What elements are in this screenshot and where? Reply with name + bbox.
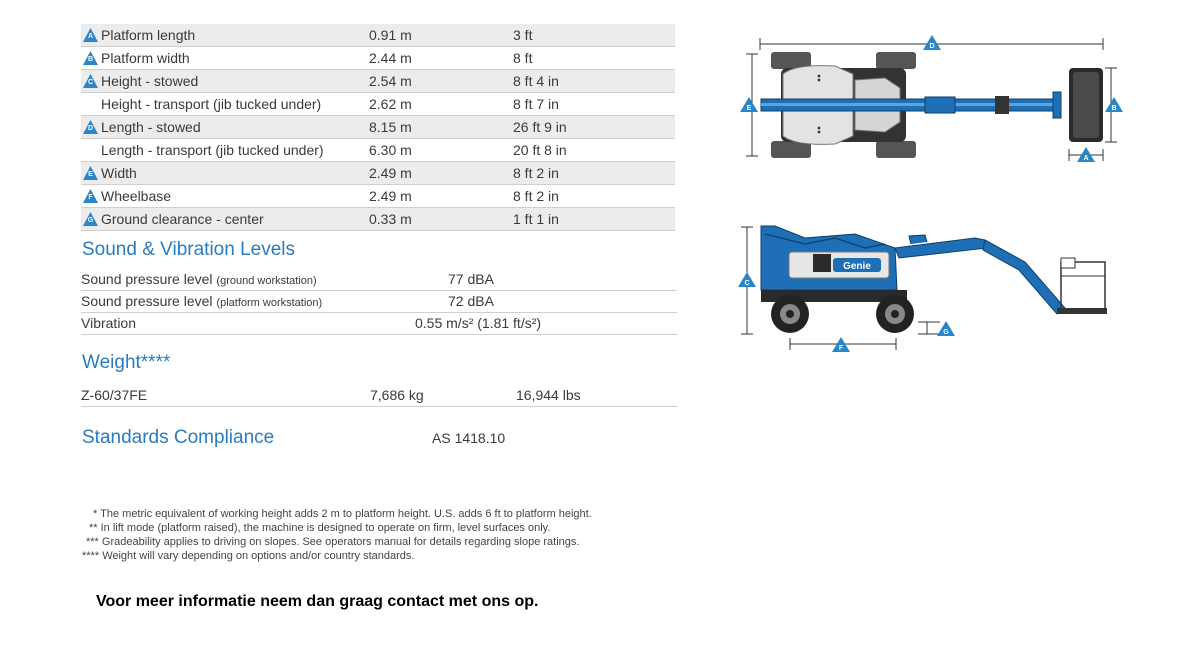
svg-text:E: E xyxy=(746,105,752,112)
sound-qualifier: (ground workstation) xyxy=(216,275,317,287)
dimension-label: Wheelbase xyxy=(101,188,172,204)
svg-text:B: B xyxy=(1111,105,1117,112)
vibration-row xyxy=(81,312,677,335)
dimension-label: Platform length xyxy=(101,27,196,43)
marker-letter: E xyxy=(88,171,93,178)
marker-e-icon xyxy=(740,97,758,112)
sound-qualifier: (platform workstation) xyxy=(216,297,323,309)
dimension-row xyxy=(81,24,675,47)
contact-text: Voor meer informatie neem dan graag contact met ons op. xyxy=(96,593,539,610)
dimension-imperial: 8 ft 2 in xyxy=(513,188,559,204)
dimension-marker-icon xyxy=(83,212,98,226)
weight-section-title: Weight**** xyxy=(82,352,171,373)
sound-value: 77 dBA xyxy=(448,271,494,287)
dimension-metric: 2.44 m xyxy=(369,50,412,66)
dimension-row xyxy=(81,47,675,70)
dimension-metric: 2.54 m xyxy=(369,73,412,89)
marker-letter: D xyxy=(87,125,94,132)
dimension-imperial: 3 ft xyxy=(513,27,533,43)
dimension-row xyxy=(81,70,675,93)
svg-text:A: A xyxy=(1083,155,1089,162)
dimension-label: Platform width xyxy=(101,50,190,66)
sound-row xyxy=(81,290,677,313)
weight-imperial: 16,944 lbs xyxy=(516,387,581,403)
dimension-metric: 8.15 m xyxy=(369,119,412,135)
sound-section-title: Sound & Vibration Levels xyxy=(82,239,296,260)
dimension-marker-icon xyxy=(83,166,98,180)
weight-metric: 7,686 kg xyxy=(370,387,424,403)
dimension-row xyxy=(81,93,675,116)
dimension-imperial: 8 ft xyxy=(513,50,533,66)
svg-text:F: F xyxy=(838,345,844,352)
dimension-metric: 2.62 m xyxy=(369,96,412,112)
dimension-imperial: 8 ft 7 in xyxy=(513,96,559,112)
dimension-row xyxy=(81,139,675,162)
dimension-marker-icon xyxy=(83,120,98,134)
footnote: * The metric equivalent of working height adds 2 m to platform height. U.S. adds 6 ft to platform height. xyxy=(93,508,592,520)
dimension-metric: 2.49 m xyxy=(369,165,412,181)
dimension-metric: 0.33 m xyxy=(369,211,412,227)
dimension-label: Length - transport (jib tucked under) xyxy=(101,142,324,158)
marker-letter: G xyxy=(87,217,94,224)
dimension-row xyxy=(81,162,675,185)
marker-letter: B xyxy=(87,56,94,63)
dimension-marker-icon xyxy=(83,51,98,65)
dimension-label: Length - stowed xyxy=(101,119,201,135)
dimension-metric: 2.49 m xyxy=(369,188,412,204)
svg-text:G: G xyxy=(943,329,949,336)
dimensions-table xyxy=(81,24,675,231)
sound-label: Sound pressure level xyxy=(81,271,213,287)
standards-section-title: Standards Compliance xyxy=(82,427,275,448)
dimension-imperial: 8 ft 4 in xyxy=(513,73,559,89)
footnote: ** In lift mode (platform raised), the machine is designed to operate on firm, level surfaces only. xyxy=(89,522,551,534)
dimension-imperial: 26 ft 9 in xyxy=(513,119,567,135)
dimension-label: Height - stowed xyxy=(101,73,199,89)
marker-c-icon xyxy=(738,272,756,287)
footnote: **** Weight will vary depending on options and/or country standards. xyxy=(82,550,415,562)
dimension-imperial: 1 ft 1 in xyxy=(513,211,559,227)
sound-row xyxy=(81,268,677,291)
dimension-marker-icon xyxy=(83,189,98,203)
dimension-marker-icon xyxy=(83,28,98,42)
marker-letter: F xyxy=(88,194,93,201)
standards-value: AS 1418.10 xyxy=(432,430,506,446)
weight-row xyxy=(81,384,677,407)
side-view-diagram xyxy=(735,218,1125,358)
top-view-diagram xyxy=(735,30,1125,170)
dimension-marker-icon xyxy=(83,74,98,88)
vibration-value: 0.55 m/s² (1.81 ft/s²) xyxy=(415,315,542,331)
marker-d-icon xyxy=(923,35,941,50)
dimension-label: Height - transport (jib tucked under) xyxy=(101,96,322,112)
brand-logo: Genie xyxy=(843,261,871,272)
dimension-row xyxy=(81,116,675,139)
sound-label: Sound pressure level xyxy=(81,293,213,309)
marker-b-icon xyxy=(1105,97,1123,112)
dimension-imperial: 20 ft 8 in xyxy=(513,142,567,158)
svg-text:D: D xyxy=(929,43,935,50)
marker-g-icon xyxy=(937,321,955,336)
weight-model: Z-60/37FE xyxy=(81,387,148,403)
marker-letter: A xyxy=(87,33,94,40)
dimension-imperial: 8 ft 2 in xyxy=(513,165,559,181)
vibration-label: Vibration xyxy=(81,315,137,331)
dimension-metric: 6.30 m xyxy=(369,142,412,158)
sound-value: 72 dBA xyxy=(448,293,494,309)
svg-text:C: C xyxy=(744,280,750,287)
dimension-row xyxy=(81,208,675,231)
dimension-label: Ground clearance - center xyxy=(101,211,264,227)
dimension-row xyxy=(81,185,675,208)
footnote: *** Gradeability applies to driving on slopes. See operators manual for details regarding slope ratings. xyxy=(86,536,580,548)
dimension-label: Width xyxy=(101,165,137,181)
marker-letter: C xyxy=(87,79,94,86)
dimension-metric: 0.91 m xyxy=(369,27,412,43)
